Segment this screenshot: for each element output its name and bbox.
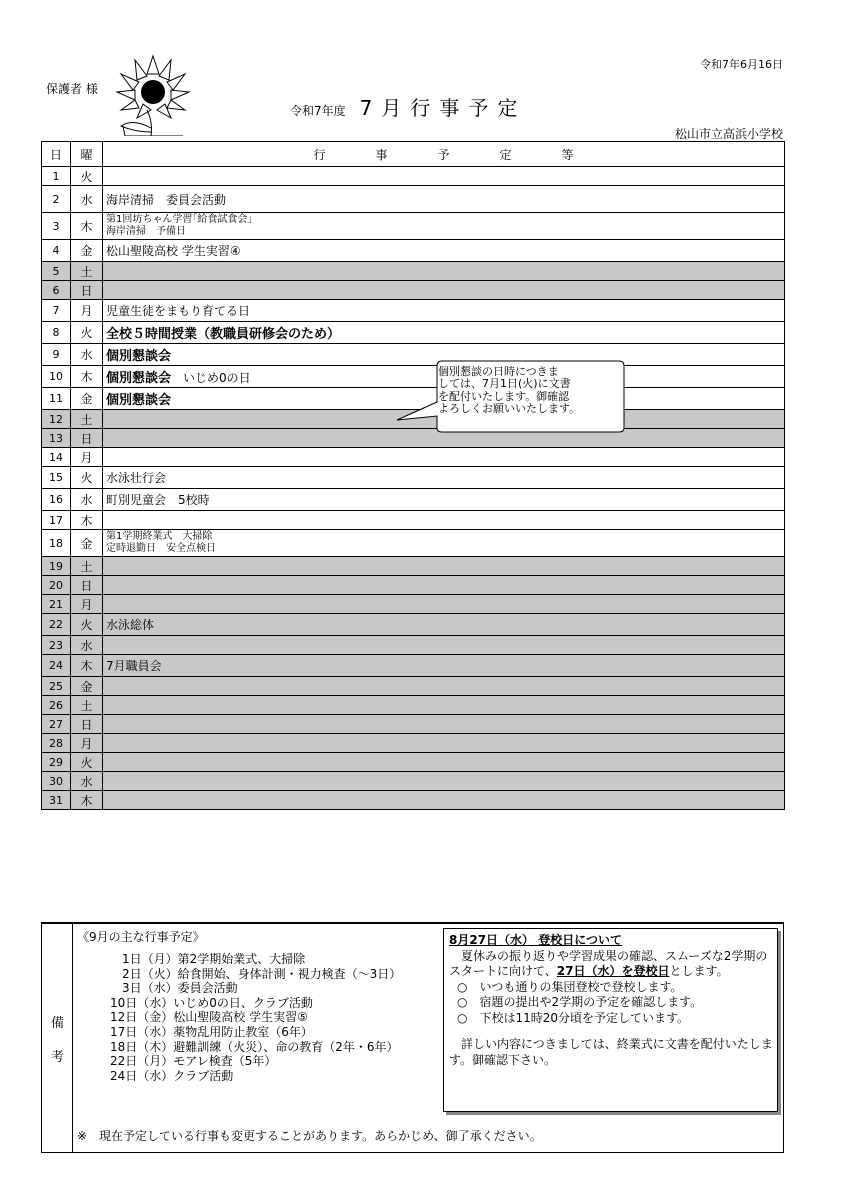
callout-text — [438, 366, 623, 415]
table-row — [42, 576, 785, 595]
notes-label-char: 備 — [51, 1016, 65, 1031]
event-cell — [103, 696, 785, 715]
day-cell: 19 — [42, 557, 71, 576]
notes-label — [42, 924, 73, 1152]
table-row — [42, 322, 785, 344]
callout-line: しては、7月1日(火)に文書 — [438, 377, 571, 391]
header-day: 日 — [42, 142, 71, 167]
day-cell: 15 — [42, 467, 71, 489]
event-bold: 個別懇談会 — [106, 393, 172, 408]
weekday-cell: 月 — [71, 595, 103, 614]
list-item: 18日（木）避難訓練（火災）、命の教育（2年・6年） — [110, 1039, 399, 1054]
event-cell — [103, 530, 785, 557]
august-paragraph — [449, 949, 773, 980]
table-row — [42, 186, 785, 213]
weekday-cell: 水 — [71, 489, 103, 511]
table-row — [42, 636, 785, 655]
weekday-cell: 火 — [71, 322, 103, 344]
event-cell — [103, 448, 785, 467]
event-line: 海岸清掃 予備日 — [106, 226, 186, 237]
header-event-char: 予 — [437, 147, 450, 162]
event-line: 第1学期終業式 大掃除 — [106, 531, 213, 542]
table-row — [42, 489, 785, 511]
day-cell: 24 — [42, 655, 71, 677]
weekday-cell: 金 — [71, 530, 103, 557]
table-row — [42, 715, 785, 734]
list-item: ○ いつも通りの集団登校で登校します。 — [457, 979, 683, 994]
event-cell — [103, 213, 785, 240]
september-title: 《9月の主な行事予定》 — [77, 930, 205, 944]
table-row — [42, 791, 785, 810]
event-bold: 個別懇談会 — [106, 349, 172, 364]
table-row — [42, 734, 785, 753]
table-row — [42, 772, 785, 791]
day-cell: 27 — [42, 715, 71, 734]
table-row — [42, 467, 785, 489]
event-line: 定時退勤日 安全点検日 — [106, 543, 216, 554]
weekday-cell: 金 — [71, 240, 103, 262]
weekday-cell: 水 — [71, 772, 103, 791]
event-cell: 水泳壮行会 — [103, 467, 785, 489]
list-item: 22日（月）モアレ検査（5年） — [110, 1054, 277, 1069]
weekday-cell: 月 — [71, 300, 103, 322]
list-item: 12日（金）松山聖陵高校 学生実習⑤ — [110, 1010, 308, 1025]
weekday-cell: 火 — [71, 614, 103, 636]
day-cell: 8 — [42, 322, 71, 344]
list-item: 10日（水）いじめ0の日、クラブ活動 — [110, 995, 313, 1010]
day-cell: 26 — [42, 696, 71, 715]
header-event-char: 等 — [561, 147, 574, 162]
day-cell: 22 — [42, 614, 71, 636]
table-row — [42, 753, 785, 772]
august-emphasis: 27日（水）を登校日 — [556, 964, 670, 978]
day-cell: 28 — [42, 734, 71, 753]
weekday-cell: 火 — [71, 753, 103, 772]
event-cell: 町別児童会 5校時 — [103, 489, 785, 511]
list-item: 1日（月）第2学期始業式、大掃除 — [122, 952, 306, 966]
issue-date: 令和7年6月16日 — [700, 58, 783, 71]
august-box-content — [449, 933, 773, 1068]
footer-note: ※ 現在予定している行事も変更することがあります。あらかじめ、御了承ください。 — [77, 1129, 542, 1143]
day-cell: 30 — [42, 772, 71, 791]
weekday-cell: 土 — [71, 696, 103, 715]
day-cell: 25 — [42, 677, 71, 696]
event-cell — [103, 677, 785, 696]
august-title: 8月27日（水） 登校日について — [449, 933, 622, 947]
callout-line: よろしくお願いいたします。 — [438, 401, 581, 415]
recipient-label: 保護者 様 — [46, 82, 98, 96]
list-item: 3日（水）委員会活動 — [122, 981, 238, 996]
weekday-cell: 月 — [71, 734, 103, 753]
september-events — [110, 952, 401, 1083]
table-row — [42, 511, 785, 530]
weekday-cell: 木 — [71, 655, 103, 677]
weekday-cell: 水 — [71, 186, 103, 213]
august-text: とします。 — [669, 964, 729, 978]
event-cell: 水泳総体 — [103, 614, 785, 636]
list-item: ○ 下校は11時20分頃を予定しています。 — [457, 1010, 690, 1025]
day-cell: 20 — [42, 576, 71, 595]
day-cell: 10 — [42, 366, 71, 388]
table-row — [42, 448, 785, 467]
table-row — [42, 213, 785, 240]
list-item: ○ 宿題の提出や2学期の予定を確認します。 — [457, 995, 703, 1009]
event-cell — [103, 322, 785, 344]
weekday-cell: 水 — [71, 636, 103, 655]
day-cell: 21 — [42, 595, 71, 614]
list-item: 2日（火）給食開始、身体計測・視力検査（～3日） — [122, 966, 402, 981]
table-row — [42, 696, 785, 715]
event-cell — [103, 595, 785, 614]
table-row — [42, 300, 785, 322]
weekday-cell: 日 — [71, 715, 103, 734]
weekday-cell: 火 — [71, 467, 103, 489]
callout-line: を配付いたします。御確認 — [438, 389, 570, 403]
day-cell: 3 — [42, 213, 71, 240]
august-text: 夏休みの振り返りや学習成果の確認、スムーズな2学期のスタートに向けて、 — [449, 948, 768, 978]
day-cell: 16 — [42, 489, 71, 511]
weekday-cell: 土 — [71, 410, 103, 429]
table-row — [42, 240, 785, 262]
weekday-cell: 日 — [71, 576, 103, 595]
day-cell: 5 — [42, 262, 71, 281]
event-cell: 児童生徒をまもり育てる日 — [103, 300, 785, 322]
table-header-row — [42, 142, 785, 167]
day-cell: 7 — [42, 300, 71, 322]
event-cell: 海岸清掃 委員会活動 — [103, 186, 785, 213]
event-cell: 松山聖陵高校 学生実習④ — [103, 240, 785, 262]
weekday-cell: 木 — [71, 511, 103, 530]
day-cell: 6 — [42, 281, 71, 300]
table-row — [42, 262, 785, 281]
event-cell — [103, 772, 785, 791]
day-cell: 23 — [42, 636, 71, 655]
august-closing: 詳しい内容につきましては、終業式に文書を配付いたします。御確認下さい。 — [449, 1037, 773, 1067]
weekday-cell: 土 — [71, 557, 103, 576]
august-box — [443, 928, 778, 1112]
day-cell: 31 — [42, 791, 71, 810]
callout-line: 個別懇談の日時につきま — [438, 365, 559, 378]
header-weekday: 曜 — [71, 142, 103, 167]
event-bold: 個別懇談会 — [106, 371, 172, 386]
title-year: 令和7年度 — [290, 104, 346, 118]
event-line: 第1回坊ちゃん学習｢給食試食会｣ — [106, 214, 253, 225]
day-cell: 12 — [42, 410, 71, 429]
day-cell: 14 — [42, 448, 71, 467]
event-cell — [103, 791, 785, 810]
day-cell: 9 — [42, 344, 71, 366]
event-cell — [103, 734, 785, 753]
weekday-cell: 火 — [71, 167, 103, 186]
day-cell: 13 — [42, 429, 71, 448]
notes-section — [41, 922, 784, 1153]
day-cell: 4 — [42, 240, 71, 262]
event-cell — [103, 753, 785, 772]
page-title — [290, 92, 526, 121]
table-row — [42, 655, 785, 677]
weekday-cell: 日 — [71, 281, 103, 300]
title-main: 7月行事予定 — [359, 96, 527, 120]
event-cell — [103, 281, 785, 300]
day-cell: 1 — [42, 167, 71, 186]
weekday-cell: 月 — [71, 448, 103, 467]
event-cell — [103, 636, 785, 655]
weekday-cell: 木 — [71, 213, 103, 240]
event-cell — [103, 511, 785, 530]
table-row — [42, 595, 785, 614]
event-cell — [103, 262, 785, 281]
notes-label-char: 考 — [51, 1050, 65, 1065]
table-row — [42, 557, 785, 576]
table-row — [42, 281, 785, 300]
event-text: いじめ0の日 — [183, 371, 251, 385]
weekday-cell: 金 — [71, 677, 103, 696]
weekday-cell: 木 — [71, 366, 103, 388]
weekday-cell: 水 — [71, 344, 103, 366]
weekday-cell: 金 — [71, 388, 103, 410]
table-row — [42, 614, 785, 636]
event-cell — [103, 715, 785, 734]
sunflower-icon — [113, 52, 193, 136]
header-event-char: 行 — [313, 147, 326, 162]
event-bold: 全校５時間授業（教職員研修会のため） — [106, 327, 341, 342]
day-cell: 2 — [42, 186, 71, 213]
weekday-cell: 日 — [71, 429, 103, 448]
list-item: 17日（水）薬物乱用防止教室（6年） — [110, 1024, 313, 1039]
header-event-char: 定 — [499, 147, 512, 162]
weekday-cell: 土 — [71, 262, 103, 281]
day-cell: 17 — [42, 511, 71, 530]
event-cell — [103, 167, 785, 186]
event-cell — [103, 576, 785, 595]
school-name: 松山市立高浜小学校 — [674, 127, 783, 141]
table-row — [42, 677, 785, 696]
header-event-char: 事 — [375, 147, 388, 162]
header-events — [103, 142, 785, 167]
day-cell: 18 — [42, 530, 71, 557]
table-row — [42, 167, 785, 186]
event-cell — [103, 557, 785, 576]
event-cell: 7月職員会 — [103, 655, 785, 677]
list-item: 24日（水）クラブ活動 — [110, 1068, 234, 1083]
table-row — [42, 530, 785, 557]
schedule-table — [41, 141, 785, 810]
day-cell: 29 — [42, 753, 71, 772]
weekday-cell: 木 — [71, 791, 103, 810]
day-cell: 11 — [42, 388, 71, 410]
